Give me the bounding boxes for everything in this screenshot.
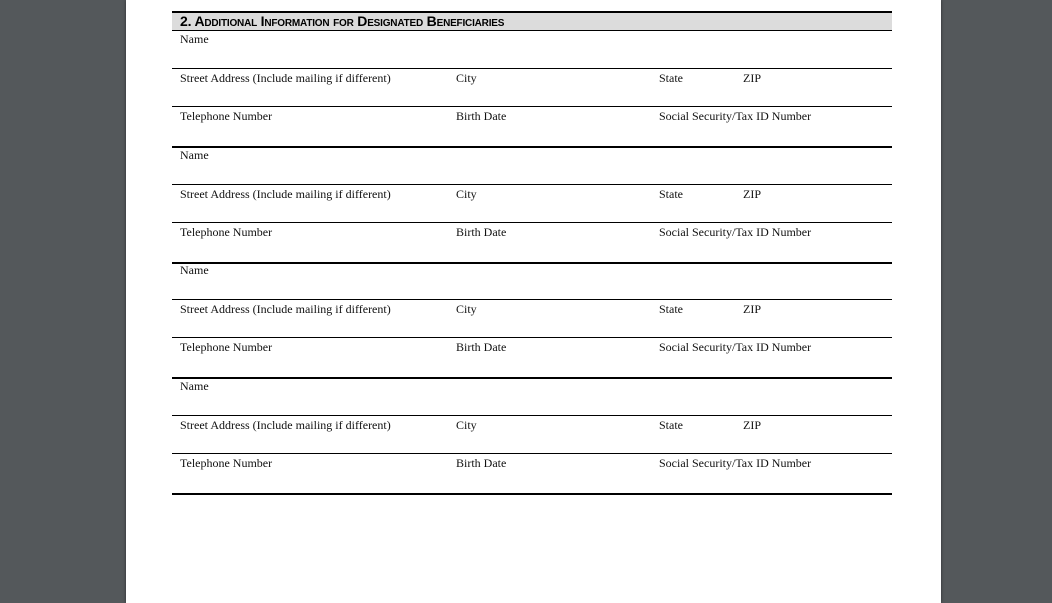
section-title: 2. Additional Information for Designated Beneficiaries bbox=[180, 13, 505, 29]
name-label: Name bbox=[180, 32, 209, 46]
zip-label: ZIP bbox=[743, 71, 761, 85]
telephone-label: Telephone Number bbox=[180, 225, 273, 239]
beneficiary-block bbox=[172, 146, 892, 264]
birth-date-label: Birth Date bbox=[456, 340, 507, 354]
contact-row[interactable] bbox=[172, 106, 892, 146]
name-row[interactable] bbox=[172, 146, 892, 184]
street-address-label: Street Address (Include mailing if different) bbox=[180, 302, 391, 316]
street-address-label: Street Address (Include mailing if different) bbox=[180, 418, 391, 432]
city-label: City bbox=[456, 187, 477, 201]
name-row[interactable] bbox=[172, 261, 892, 299]
street-address-label: Street Address (Include mailing if different) bbox=[180, 187, 391, 201]
address-row[interactable] bbox=[172, 299, 892, 338]
address-row[interactable] bbox=[172, 68, 892, 107]
birth-date-label: Birth Date bbox=[456, 225, 507, 239]
section-header bbox=[172, 11, 892, 31]
zip-label: ZIP bbox=[743, 187, 761, 201]
state-label: State bbox=[659, 71, 683, 85]
state-label: State bbox=[659, 418, 683, 432]
birth-date-label: Birth Date bbox=[456, 456, 507, 470]
name-row[interactable] bbox=[172, 377, 892, 415]
ssn-label: Social Security/Tax ID Number bbox=[659, 340, 812, 354]
birth-date-label: Birth Date bbox=[456, 109, 507, 123]
name-label: Name bbox=[180, 379, 209, 393]
zip-label: ZIP bbox=[743, 302, 761, 316]
ssn-label: Social Security/Tax ID Number bbox=[659, 456, 812, 470]
document-page bbox=[126, 0, 941, 603]
contact-row[interactable] bbox=[172, 222, 892, 262]
telephone-label: Telephone Number bbox=[180, 109, 273, 123]
contact-row[interactable] bbox=[172, 453, 892, 493]
name-label: Name bbox=[180, 263, 209, 277]
address-row[interactable] bbox=[172, 184, 892, 223]
city-label: City bbox=[456, 302, 477, 316]
name-label: Name bbox=[180, 148, 209, 162]
street-address-label: Street Address (Include mailing if different) bbox=[180, 71, 391, 85]
state-label: State bbox=[659, 302, 683, 316]
city-label: City bbox=[456, 418, 477, 432]
ssn-label: Social Security/Tax ID Number bbox=[659, 109, 812, 123]
address-row[interactable] bbox=[172, 415, 892, 454]
beneficiary-block bbox=[172, 261, 892, 379]
name-row[interactable] bbox=[172, 30, 892, 68]
ssn-label: Social Security/Tax ID Number bbox=[659, 225, 812, 239]
beneficiary-block bbox=[172, 377, 892, 495]
zip-label: ZIP bbox=[743, 418, 761, 432]
state-label: State bbox=[659, 187, 683, 201]
city-label: City bbox=[456, 71, 477, 85]
beneficiary-block bbox=[172, 30, 892, 148]
contact-row[interactable] bbox=[172, 337, 892, 377]
telephone-label: Telephone Number bbox=[180, 456, 273, 470]
telephone-label: Telephone Number bbox=[180, 340, 273, 354]
